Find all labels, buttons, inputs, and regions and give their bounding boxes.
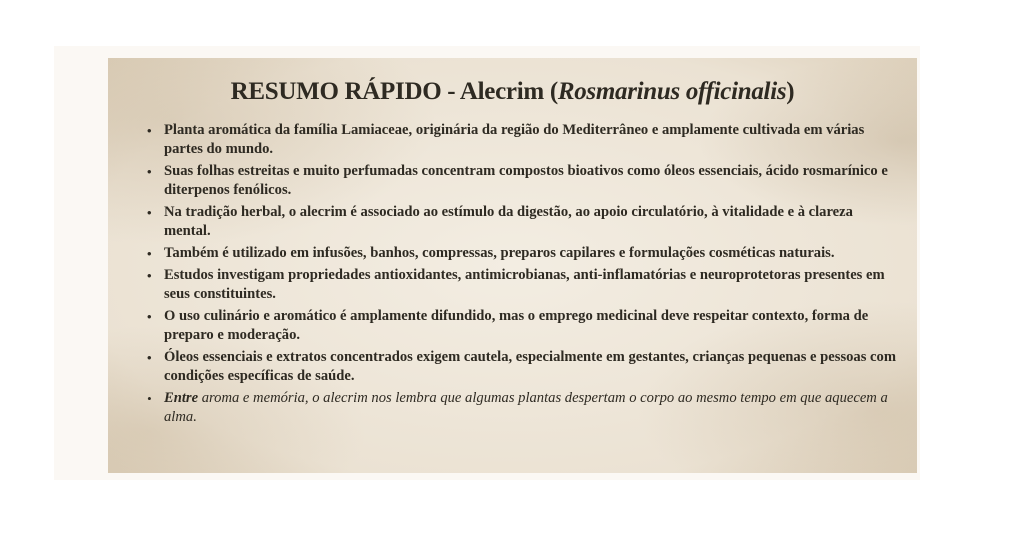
list-item xyxy=(147,307,897,345)
bullet-icon: • xyxy=(147,205,152,220)
bullet-icon: • xyxy=(147,164,152,179)
bullet-icon: • xyxy=(147,309,152,324)
list-item-text: Na tradição herbal, o alecrim é associado ao estímulo da digestão, ao apoio circulatório, à vitalidade e à clareza mental. xyxy=(164,204,853,239)
list-item xyxy=(147,203,897,241)
closing-list-item xyxy=(147,389,897,427)
bullet-icon: • xyxy=(147,123,152,138)
list-item-text: Planta aromática da família Lamiaceae, originária da região do Mediterrâneo e amplamente cultivada em várias partes do mundo. xyxy=(164,122,865,157)
summary-list xyxy=(144,121,897,430)
list-item xyxy=(147,266,897,304)
list-item-text: O uso culinário e aromático é amplamente difundido, mas o emprego medicinal deve respeitar contexto, forma de preparo e moderação. xyxy=(164,308,869,343)
bullet-icon: • xyxy=(147,246,152,261)
bullet-icon: • xyxy=(147,391,152,406)
list-item-text: Também é utilizado em infusões, banhos, compressas, preparos capilares e formulações cosméticas naturais. xyxy=(164,245,835,261)
list-item xyxy=(147,348,897,386)
list-item xyxy=(147,162,897,200)
title-scientific-name: Rosmarinus officinalis xyxy=(557,78,787,105)
list-item-text: Estudos investigam propriedades antioxidantes, antimicrobianas, anti-inflamatórias e neuroprotetoras presentes em seus constituintes. xyxy=(164,267,885,302)
parchment-card xyxy=(108,58,917,473)
list-item-text: Suas folhas estreitas e muito perfumadas concentram compostos bioativos como óleos essenciais, ácido rosmarínico e diterpenos fenólicos. xyxy=(164,163,888,198)
closing-lead: Entre xyxy=(164,390,199,406)
title-suffix: ) xyxy=(786,78,795,105)
card-title xyxy=(108,78,917,106)
list-item xyxy=(147,244,897,263)
bullet-icon: • xyxy=(147,268,152,283)
closing-text: aroma e memória, o alecrim nos lembra que algumas plantas despertam o corpo ao mesmo tempo em que aquecem a alma. xyxy=(164,390,888,425)
list-item xyxy=(147,121,897,159)
bullet-icon: • xyxy=(147,350,152,365)
list-item-text: Óleos essenciais e extratos concentrados exigem cautela, especialmente em gestantes, crianças pequenas e pessoas com condições específicas de saúde. xyxy=(164,349,896,384)
title-prefix: RESUMO RÁPIDO - Alecrim ( xyxy=(230,78,558,105)
